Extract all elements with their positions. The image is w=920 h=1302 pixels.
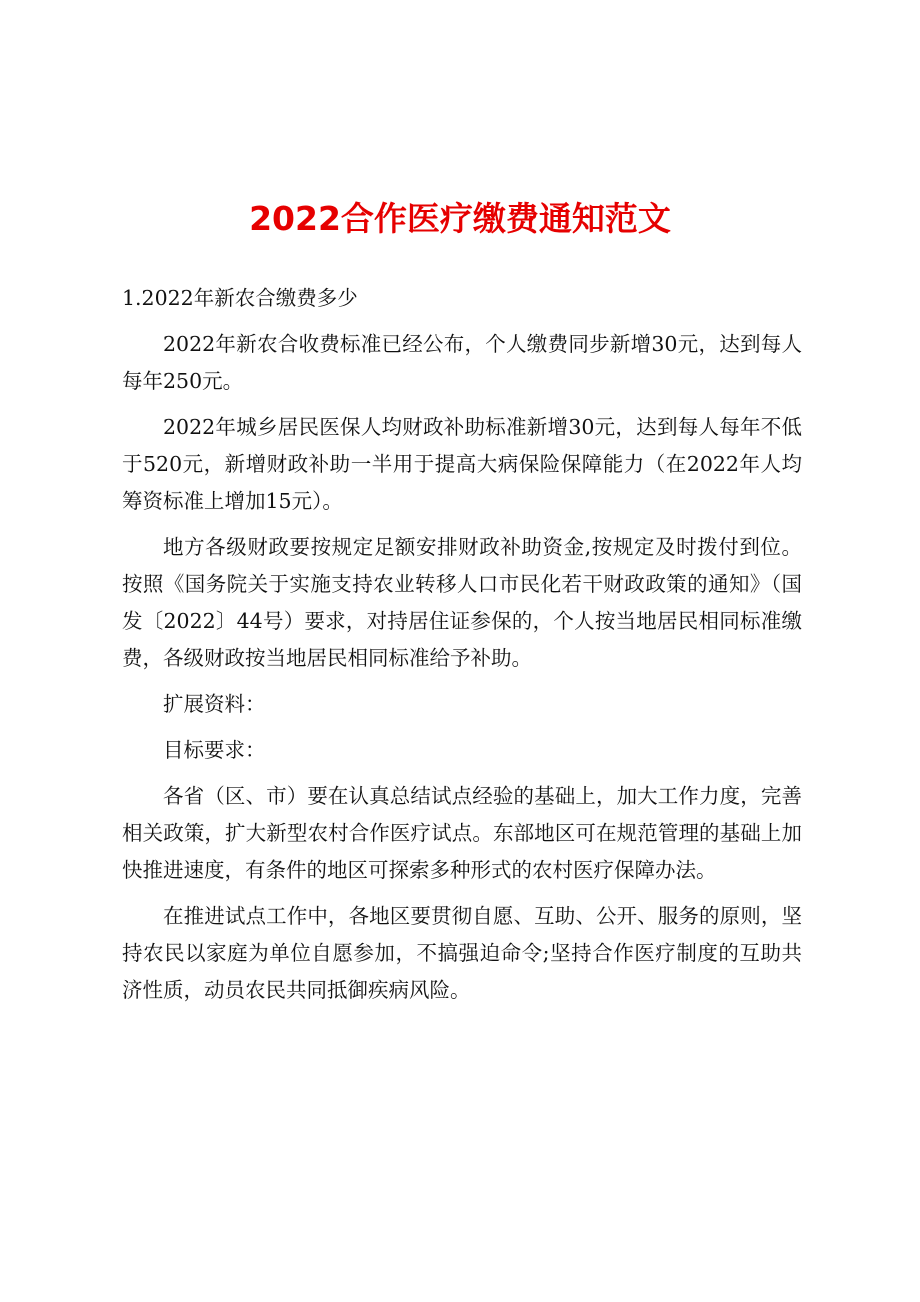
paragraph-goal-detail: 各省（区、市）要在认真总结试点经验的基础上，加大工作力度，完善相关政策，扩大新型农村合作医疗试点。东部地区可在规范管理的基础上加快推进速度，有条件的地区可探索多种形式的农村医疗保障办法。 bbox=[122, 784, 802, 882]
section-heading: 1.2022年新农合缴费多少 bbox=[122, 286, 358, 310]
paragraph-extended-info: 扩展资料： bbox=[163, 692, 266, 716]
paragraph-fee-standard: 2022年新农合收费标准已经公布，个人缴费同步新增30元，达到每人每年250元。 bbox=[122, 332, 802, 393]
paragraph-subsidy-standard: 2022年城乡居民医保人均财政补助标准新增30元，达到每人每年不低于520元，新增财政补助一半用于提高大病保险保障能力（在2022年人均筹资标准上增加15元）。 bbox=[122, 415, 802, 513]
document-body bbox=[122, 280, 802, 1018]
paragraph-principles: 在推进试点工作中，各地区要贯彻自愿、互助、公开、服务的原则，坚持农民以家庭为单位自愿参加，不搞强迫命令;坚持合作医疗制度的互助共济性质，动员农民共同抵御疾病风险。 bbox=[122, 904, 802, 1002]
document-title: 2022合作医疗缴费通知范文 bbox=[249, 199, 671, 238]
paragraph-local-finance: 地方各级财政要按规定足额安排财政补助资金,按规定及时拨付到位。按照《国务院关于实施支持农业转移人口市民化若干财政政策的通知》（国发〔2022〕44号）要求，对持居住证参保的，个人按当地居民相同标准缴费，各级财政按当地居民相同标准给予补助。 bbox=[122, 535, 802, 670]
paragraph-goal-heading: 目标要求： bbox=[163, 738, 266, 762]
